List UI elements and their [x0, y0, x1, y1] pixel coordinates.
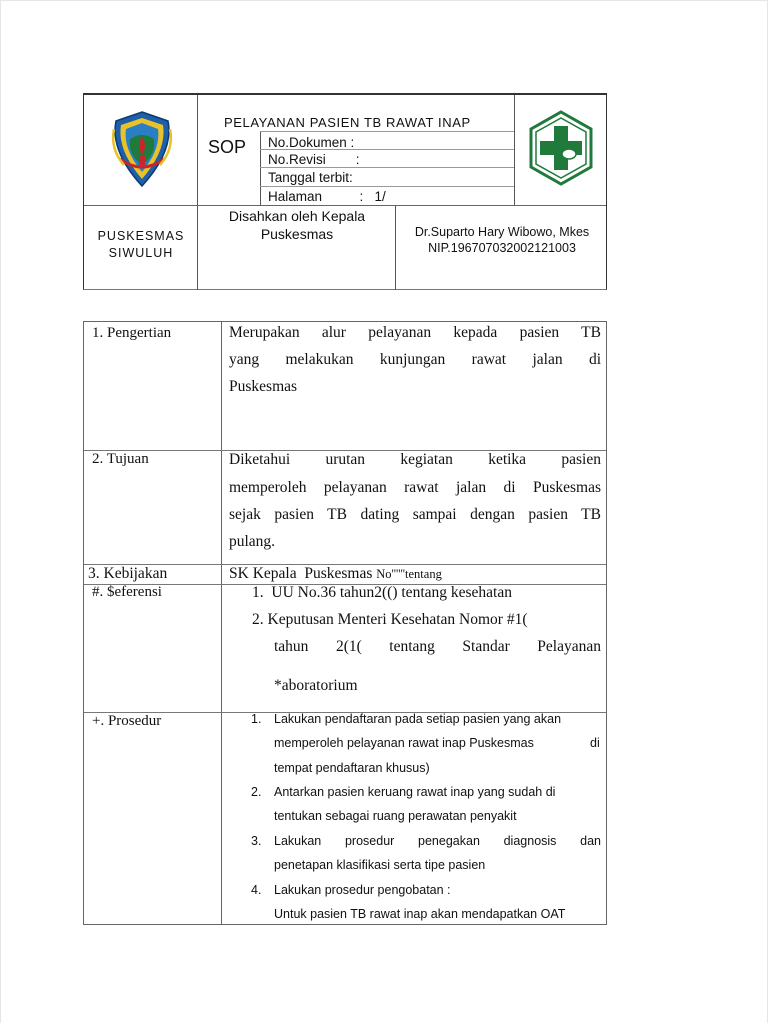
head-of-puskesmas [396, 224, 608, 256]
tujuan-line: pulang. [229, 533, 276, 550]
sop-header-table [83, 93, 607, 290]
prosedur-line: tempat pendaftaran khusus) [274, 761, 430, 775]
prosedur-line-end: di [590, 736, 600, 750]
header-divider [260, 186, 514, 187]
issue-date-field: Tanggal terbit: [268, 170, 353, 185]
prosedur-line: penetapan klasifikasi serta tipe pasien [274, 858, 486, 872]
approval-caption-line1: Disahkan oleh Kepala [228, 208, 366, 224]
referensi-item-cont: *aboratorium [274, 677, 358, 694]
prosedur-line: memperoleh pelayanan rawat inap Puskesmas [274, 736, 534, 750]
prosedur-number: 3. [251, 834, 262, 848]
tujuan-line: sejak pasien TB dating sampai dengan pasien TB [229, 506, 601, 523]
kebijakan-text [229, 565, 442, 583]
head-nip: NIP.196707032002121003 [428, 241, 576, 255]
puskesmas-name [84, 228, 198, 262]
referensi-item: 1. UU No.36 tahun2(() tentang kesehatan [252, 584, 512, 601]
prosedur-line: Untuk pasien TB rawat inap akan mendapatkan OAT [274, 907, 566, 921]
header-divider [84, 205, 606, 206]
puskesmas-name-line2: SIWULUH [108, 246, 174, 260]
regency-emblem-logo [106, 109, 178, 189]
prosedur-line: Lakukan pendaftaran pada setiap pasien yang akan [274, 712, 562, 726]
kebijakan-main: SK Kepala Puskesmas [229, 565, 377, 582]
revision-field: No.Revisi : [268, 152, 360, 167]
sop-label: SOP [208, 137, 247, 157]
tujuan-line: memperoleh pelayanan rawat jalan di Puskesmas [229, 479, 601, 496]
prosedur-line: tentukan sebagai ruang perawatan penyakit [274, 809, 517, 823]
referensi-item: 2. Keputusan Menteri Kesehatan Nomor #1( [252, 611, 528, 628]
label-pengertian: 1. Pengertian [92, 325, 172, 341]
doc-number-field: No.Dokumen : [268, 135, 355, 150]
header-divider [260, 167, 514, 168]
approval-caption [198, 207, 396, 243]
column-divider [221, 322, 222, 924]
pengertian-line: Merupakan alur pelayanan kepada pasien TB [229, 324, 601, 341]
referensi-item-cont: tahun 2(1( tentang Standar Pelayanan [274, 638, 601, 655]
header-divider [514, 95, 515, 205]
document-title: PELAYANAN PASIEN TB RAWAT INAP [224, 115, 471, 130]
sop-content-table [83, 321, 607, 925]
prosedur-line: Lakukan prosedur penegakan diagnosis dan [274, 834, 601, 848]
label-referensi: #. $eferensi [92, 584, 162, 600]
pengertian-line: yang melakukan kunjungan rawat jalan di [229, 351, 601, 368]
header-divider [260, 131, 514, 132]
header-divider [260, 131, 261, 205]
page-field: Halaman : 1/ [268, 189, 386, 204]
pengertian-line: Puskesmas [229, 378, 298, 395]
head-name: Dr.Suparto Hary Wibowo, Mkes [414, 225, 590, 239]
prosedur-number: 1. [251, 712, 262, 726]
label-prosedur: +. Prosedur [92, 713, 162, 729]
puskesmas-logo [528, 110, 594, 186]
kebijakan-suffix: No''''''tentang [376, 567, 442, 581]
label-kebijakan: 3. Kebijakan [88, 565, 168, 582]
prosedur-line: Lakukan prosedur pengobatan : [274, 883, 451, 897]
tujuan-line: Diketahui urutan kegiatan ketika pasien [229, 451, 601, 468]
label-tujuan: 2. Tujuan [92, 451, 149, 467]
prosedur-line: Antarkan pasien keruang rawat inap yang sudah di [274, 785, 556, 799]
approval-caption-line2: Puskesmas [260, 226, 334, 242]
prosedur-number: 2. [251, 785, 262, 799]
puskesmas-name-line1: PUSKESMAS [97, 229, 185, 243]
prosedur-number: 4. [251, 883, 262, 897]
